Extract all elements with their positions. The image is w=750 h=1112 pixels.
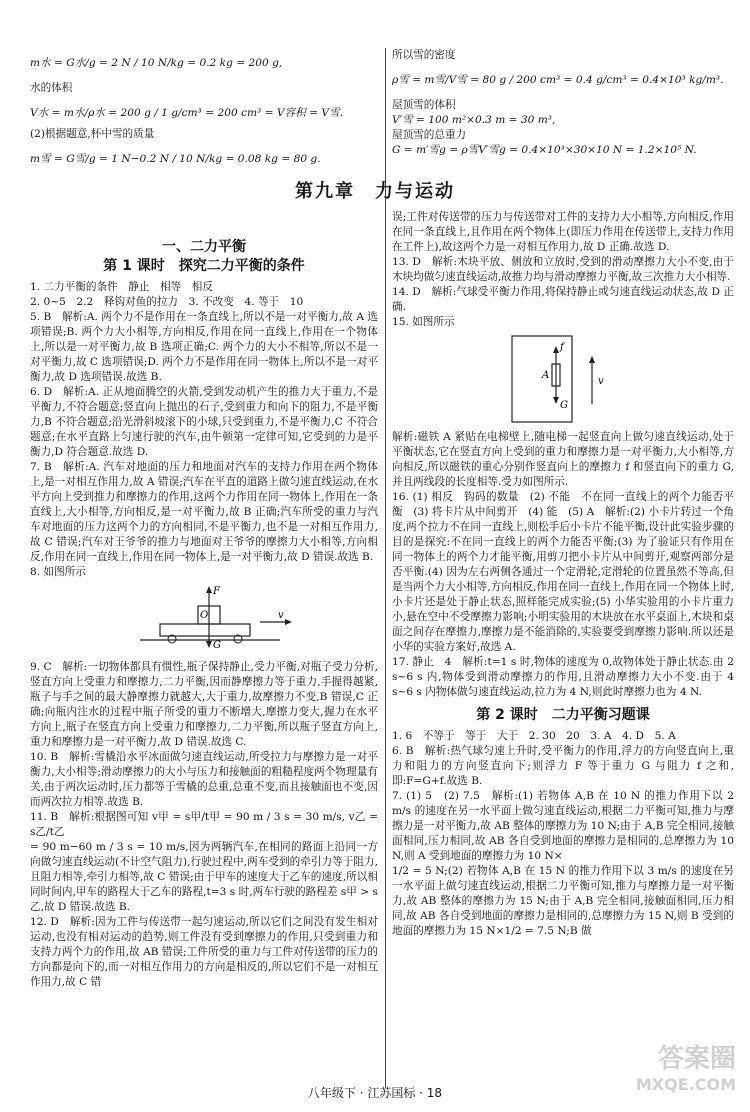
answer-12-continued: 误;工件对传送带的压力与传送带对工件的支持力大小相等,方向相反,作用在同一条直线上,且作用在两个物体上(即压力作用在传送带上,支持力作用在工件上),故这两个力是一对相互作用力,故 D 正确.故选 D. (392, 211, 734, 253)
friction-arrowhead (553, 346, 559, 353)
label-O: O (200, 610, 209, 621)
page-footer: 八年级下 · 江苏国标 · 18 (307, 1086, 443, 1100)
answer-7: 7. B 解析:A. 汽车对地面的压力和地面对汽车的支持力作用在两个物体上,是一对相互作用力,故 A 错误;汽车在平直的道路上做匀速直线运动,在水平方向上受到推力和摩擦力的作用,这两个力作用在同一物体上,作用在一条直线上,大小相等,方向相反,是一对平衡力,故 B 正确;汽车所受的重力与汽车对地面的压力这两个力的方向相同,不是平衡力,也不是一对相互作用力,故 C 错误;汽车对王爷爷的推力与地面对王爷爷的摩擦力大小相等,方向相反,作用在同一直线上,作用在同一物体上,是一对平衡力,故 D 错误.故选 B. (30, 461, 378, 563)
label-G: G (213, 640, 221, 651)
answer-13: 13. D 解析:木块平放、侧放和立放时,受到的滑动摩擦力大小不变,由于木块均做匀速直线运动,故推力均与滑动摩擦力平衡,故三次推力大小相等. (392, 256, 734, 283)
figure-15-magnet-diagram (392, 334, 732, 426)
water-mass-line: m水 = G水/g = 2 N / 10 N/kg = 0.2 kg = 200 g, (30, 57, 283, 69)
force-G-arrowhead (206, 641, 212, 648)
section-title: 一、二力平衡 (162, 239, 246, 255)
lesson2-answer-6: 6. B 解析:热气球匀速上升时,受平衡力的作用,浮力的方向竖直向上,重力和阻力的方向竖直向下;则浮力 F 等于重力 G 与阻力 f 之和,即:F=G+f.故选 B. (392, 745, 734, 787)
velocity-arrowhead-up (589, 356, 595, 363)
answer-14: 14. D 解析:气球受平衡力作用,将保持静止或匀速直线运动状态,故 D 正确. (392, 286, 734, 313)
roof-snow-volume-label: 屋顶雪的体积 (392, 99, 456, 111)
answer-2: 2. 0~5 2.2 释钩对鱼的拉力 3. 不改变 4. 等于 10 (30, 296, 304, 308)
answer-9: 9. C 解析:一切物体都具有惯性,瓶子保持静止,受力平衡,对瓶子受力分析,竖直方向上受重力和摩擦力,二力平衡,因而静摩擦力等于重力,手握得越紧,瓶子与手之间的最大静摩擦力就越大,大于重力,故摩擦力不变,B 错误,C 正确;向瓶内注水的过程中瓶子所受的重力不断增大,摩擦力变大,握力在水平方向上,瓶子在竖直方向上受重力和摩擦力,二力平衡,所以瓶子竖直方向上,重力和摩擦力是一对平衡力,故 D 错误.故选 C. (30, 661, 378, 748)
snow-density-line: ρ雪 = m雪/V雪 = 80 g / 200 cm³ = 0.4 g/cm³ = 0.4×10³ kg/m³. (392, 74, 724, 86)
answer-5: 5. B 解析:A. 两个力不是作用在一条直线上,所以不是一对平衡力,故 A 选项错误;B. 两个力大小相等,方向相反,作用在同一直线上,作用在一个物体上,所以是一对平衡力,故 B 选项正确;C. 两个力的大小不相等,所以不是一对平衡力,故 C 选项错误;D. 两个力不是作用在同一物体上,所以不是一对平衡力,故 D 选项错误.故选 B. (30, 311, 378, 383)
answer-11a: 11. B 解析:根据图可知 v甲 = s甲/t甲 = 90 m / 3 s = 30 m/s, v乙 = s乙/t乙 (30, 811, 378, 838)
label-A: A (542, 370, 550, 381)
force-F-arrowhead (206, 586, 212, 593)
answer-1: 1. 二力平衡的条件 静止 相等 相反 (30, 281, 213, 293)
watermark-line1: 答案圈 (657, 1044, 736, 1074)
velocity-arrowhead (285, 619, 292, 625)
answer-12: 12. D 解析:因为工件与传送带一起匀速运动,所以它们之间没有发生相对运动,也没有相对运动的趋势,则工件没有受到摩擦力的作用,只受到重力和支持力两个力的作用,故 AB 错误;工件所受的重力与工件对传送带的压力的方向都是向下的,而一对相互作用力的方向是相反的,所以它们不是一对相互作用力,故 C 错 (30, 916, 378, 988)
label-v: v (278, 610, 284, 621)
answer-6: 6. D 解析:A. 正从地面腾空的火箭,受到发动机产生的推力大于重力,不是平衡力,不符合题意;竖直向上抛出的石子,受到重力和向下的阻力,不是平衡力,B 不符合题意;沿光滑斜坡滚下的小球,只受到重力,不是平衡力,C 不符合题意;在水平直路上匀速行驶的汽车,由牛顿第一定律可知,它受到的力是平衡力,D 符合题意.故选 D. (30, 386, 378, 458)
answer-17: 17. 静止 4 解析:t=1 s 时,物体的速度为 0,故物体处于静止状态.由 2 s~6 s 内,物体受到滑动摩擦力的作用,且滑动摩擦力大小不变.由于 4 s~6 s 内物体做匀速直线运动,拉力为 4 N,则此时摩擦力也为 4 N. (392, 656, 734, 698)
right-column (392, 46, 734, 939)
watermark-line2: MXQE.COM (635, 1075, 736, 1094)
lesson2-answer-1-5: 1. 6 不等于 等于 大于 2. 30 20 3. A 4. D 5. A (392, 730, 676, 742)
column-divider (385, 48, 386, 1088)
label-G-15: G (560, 400, 568, 411)
water-volume-line: V水 = m水/ρ水 = 200 g / 1 g/cm³ = 200 cm³ = V容积 = V雪. (30, 107, 343, 119)
label-F: F (213, 586, 220, 597)
lesson2-answer-7b: 1/2 = 5 N;(2) 若物体 A,B 在 15 N 的推力作用下以 3 m/s 的速度在另一水平面上做匀速直线运动,根据二力平衡可知,推力与摩擦力是一对平衡力,故 AB 整体的摩擦力为 15 N;由于 A,B 完全相同,接触面相同,压力相同,故 AB 各自受到地面的摩擦力是相同的,总摩擦力为 15 N,则 B 受到的地面的摩擦力为 15 N×1/2 = 7.5 N;B 做 (392, 865, 734, 937)
snow-mass-label: (2)根据题意,杯中雪的质量 (30, 128, 155, 140)
lesson2-answer-7a: 7. (1) 5 (2) 7.5 解析:(1) 若物体 A,B 在 10 N 的推力作用下以 2 m/s 的速度在另一水平面上做匀速直线运动,根据二力平衡可知,推力与摩擦力是一对平衡力,故 AB 整体的摩擦力为 10 N;由于 A,B 完全相同,接触面相同,压力相同,故 AB 各自受到地面的摩擦力是相同的,总摩擦力为 10 N,则 A 受到地面的摩擦力为 10 N× (392, 790, 734, 862)
label-v-15: v (598, 376, 604, 387)
answer-11b: = 90 m−60 m / 3 s = 10 m/s,因为两辆汽车,在相同的路面上沿同一方向做匀速直线运动(不计空气阻力),行驶过程中,两车受到的牵引力等于阻力,且阻力相等,牵引力相等,故 C 错误;由于甲车的速度大于乙车的速度,所以相同时间内,甲车的路程大于乙车的路程,t=3 s 时,两车行驶的路程差 s甲 > s乙,故 D 错误.故选 B. (30, 841, 378, 913)
answer-8: 8. 如图所示 (30, 566, 86, 578)
water-volume-label: 水的体积 (30, 82, 73, 94)
figure-8-cart-diagram (30, 584, 370, 656)
watermark-logo (636, 1046, 736, 1098)
roof-snow-weight-line: G = m′雪g = ρ雪V′雪g = 0.4×10³×30×10 N = 1.2×10⁵ N. (392, 144, 697, 156)
chapter-title: 第九章 力与运动 (295, 181, 455, 202)
label-f: f (560, 342, 564, 353)
answer-15-explanation: 解析:磁铁 A 紧贴在电梯壁上,随电梯一起竖直向上做匀速直线运动,处于平衡状态,它在竖直方向上受到的重力和摩擦力是一对平衡力,大小相等,方向相反,所以磁铁的重心分别作竖直向上的摩擦力 f 和竖直向下的重力 G,并且两线段的长度相等.受力如图所示. (392, 431, 734, 488)
gravity-arrowhead (553, 397, 559, 404)
snow-mass-line: m雪 = G雪/g = 1 N−0.2 N / 10 N/kg = 0.08 kg = 80 g. (30, 153, 321, 165)
water-mass-block (30, 56, 378, 194)
answer-16: 16. (1) 相反 钩码的数量 (2) 不能 不在同一直线上的两个力能否平衡 (3) 将卡片从中间剪开 (4) 能 (5) A 解析:(2) 小卡片转过一个角度,两个拉力不在同一直线上,则松手后小卡片不能平衡,设计此实验步骤的目的是探究:不在同一直线上的两个力能否平衡;(3) 为了验证只有作用在同一物体上的两个力才能平衡,用剪刀把小卡片从中间剪开,观察两部分是否平衡.(4) 因为左右两侧各通过一个定滑轮,定滑轮的位置虽然不等高,但是当两个力大小相等,方向相反,作用在同一直线上,作用在同一个物体上时,小卡片还是处于静止状态,照样能完成实验;(5) 小华实验用的小卡片重力小,悬在空中不受摩擦力影响;小明实验用的木块放在水平桌面上,木块和桌面之间存在摩擦力,摩擦力是不能消除的,实验要受到摩擦力影响.所以还是小华的实验方案好,故选 A. (392, 491, 734, 653)
snow-density-label: 所以雪的密度 (392, 49, 456, 61)
lesson1-title: 第 1 课时 探究二力平衡的条件 (103, 258, 305, 274)
snow-density-block (392, 48, 734, 186)
roof-snow-volume-line: V′雪 = 100 m²×0.3 m = 30 m³, (392, 114, 556, 126)
lesson2-title: 第 2 课时 二力平衡习题课 (476, 707, 650, 723)
answer-15: 15. 如图所示 (392, 316, 455, 328)
roof-snow-weight-label: 屋顶雪的总重力 (392, 129, 467, 141)
cart-body (160, 624, 250, 636)
answer-10: 10. B 解析:雪橇沿水平冰面做匀速直线运动,所受拉力与摩擦力是一对平衡力,大小相等;滑动摩擦力的大小与压力和接触面的粗糙程度两个物理量有关,由于两次运动时,压力都等于雪橇的总重,总重不变,而且接触面也不变,因而两次拉力相等.故选 B. (30, 751, 378, 808)
